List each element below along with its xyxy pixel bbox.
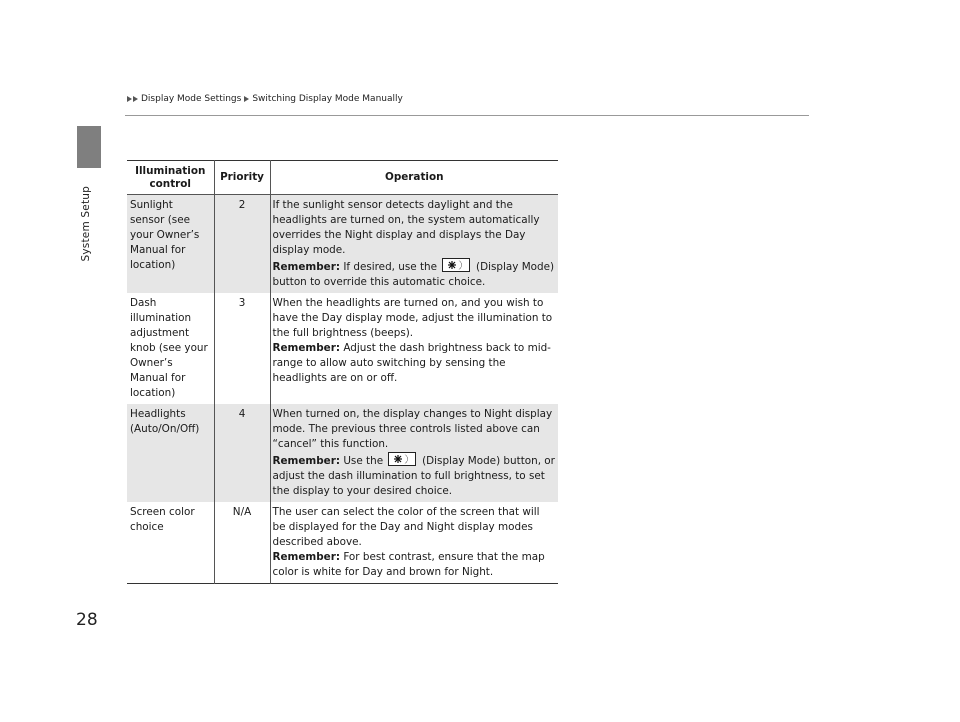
- breadcrumb-item-switching-display-mode[interactable]: Switching Display Mode Manually: [252, 94, 403, 104]
- section-tab-marker: [77, 126, 101, 168]
- operation-text: When turned on, the display changes to Night display mode. The previous three controls listed above can “cancel” this function.: [272, 408, 553, 450]
- cell-priority: 3: [214, 293, 270, 404]
- operation-text: The user can select the color of the screen that will be displayed for the Day and Night display modes described above.: [272, 506, 540, 548]
- remember-note: [273, 258, 556, 290]
- cell-control: Dash illumination adjustment knob (see your Owner’s Manual for location): [130, 297, 208, 399]
- table-row: [127, 195, 558, 294]
- remember-note: [273, 452, 556, 499]
- table-row: [127, 293, 558, 404]
- table-row: [127, 404, 558, 502]
- cell-priority: N/A: [214, 502, 270, 584]
- remember-text-before: Use the: [343, 455, 384, 467]
- page-number: 28: [76, 610, 98, 630]
- cell-operation: [270, 195, 558, 294]
- remember-note: [273, 341, 556, 386]
- cell-control: Sunlight sensor (see your Owner’s Manual for location): [127, 195, 214, 294]
- display-mode-icon: [442, 258, 470, 272]
- remember-text: For best contrast, ensure that the map color is white for Day and brown for Night.: [272, 551, 545, 578]
- table-row: [127, 502, 558, 584]
- breadcrumb-arrow-icon: [127, 96, 132, 102]
- header-illumination-control: Illumination control: [127, 161, 214, 195]
- header-operation: Operation: [270, 161, 558, 195]
- remember-label: Remember:: [272, 455, 341, 467]
- cell-priority: 2: [214, 195, 270, 294]
- header-priority: Priority: [214, 161, 270, 195]
- cell-operation: [270, 404, 558, 502]
- header-divider: [125, 115, 809, 116]
- cell-priority: 4: [214, 404, 270, 502]
- cell-control: Screen color choice: [130, 506, 195, 533]
- remember-note: [273, 550, 556, 580]
- breadcrumb-arrow-icon: [244, 96, 249, 102]
- breadcrumb-item-display-mode-settings[interactable]: Display Mode Settings: [141, 94, 242, 104]
- illumination-priority-table: [127, 160, 558, 584]
- remember-text-after: (Display Mode) button, or adjust the dash illumination to full brightness, to set the display to your desired choice.: [272, 455, 555, 497]
- remember-label: Remember:: [272, 261, 341, 273]
- remember-text-before: If desired, use the: [343, 261, 438, 273]
- cell-control: Headlights (Auto/On/Off): [127, 404, 214, 502]
- operation-text: When the headlights are turned on, and you wish to have the Day display mode, adjust the illumination to the full brightness (beeps).: [272, 297, 553, 339]
- section-label: System Setup: [80, 186, 92, 262]
- cell-operation: [270, 293, 558, 404]
- operation-text: If the sunlight sensor detects daylight and the headlights are turned on, the system automatically overrides the Night display and displays the Day display mode.: [272, 199, 540, 256]
- breadcrumb: [127, 94, 403, 104]
- breadcrumb-arrow-icon: [133, 96, 138, 102]
- remember-text: Adjust the dash brightness back to mid-range to allow auto switching by sensing the headlights are on or off.: [272, 342, 551, 384]
- remember-label: Remember:: [272, 342, 341, 354]
- remember-text-after: (Display Mode) button to override this automatic choice.: [272, 261, 555, 288]
- cell-operation: [270, 502, 558, 584]
- remember-label: Remember:: [272, 551, 341, 563]
- table-header-row: [127, 161, 558, 195]
- display-mode-icon: [388, 452, 416, 466]
